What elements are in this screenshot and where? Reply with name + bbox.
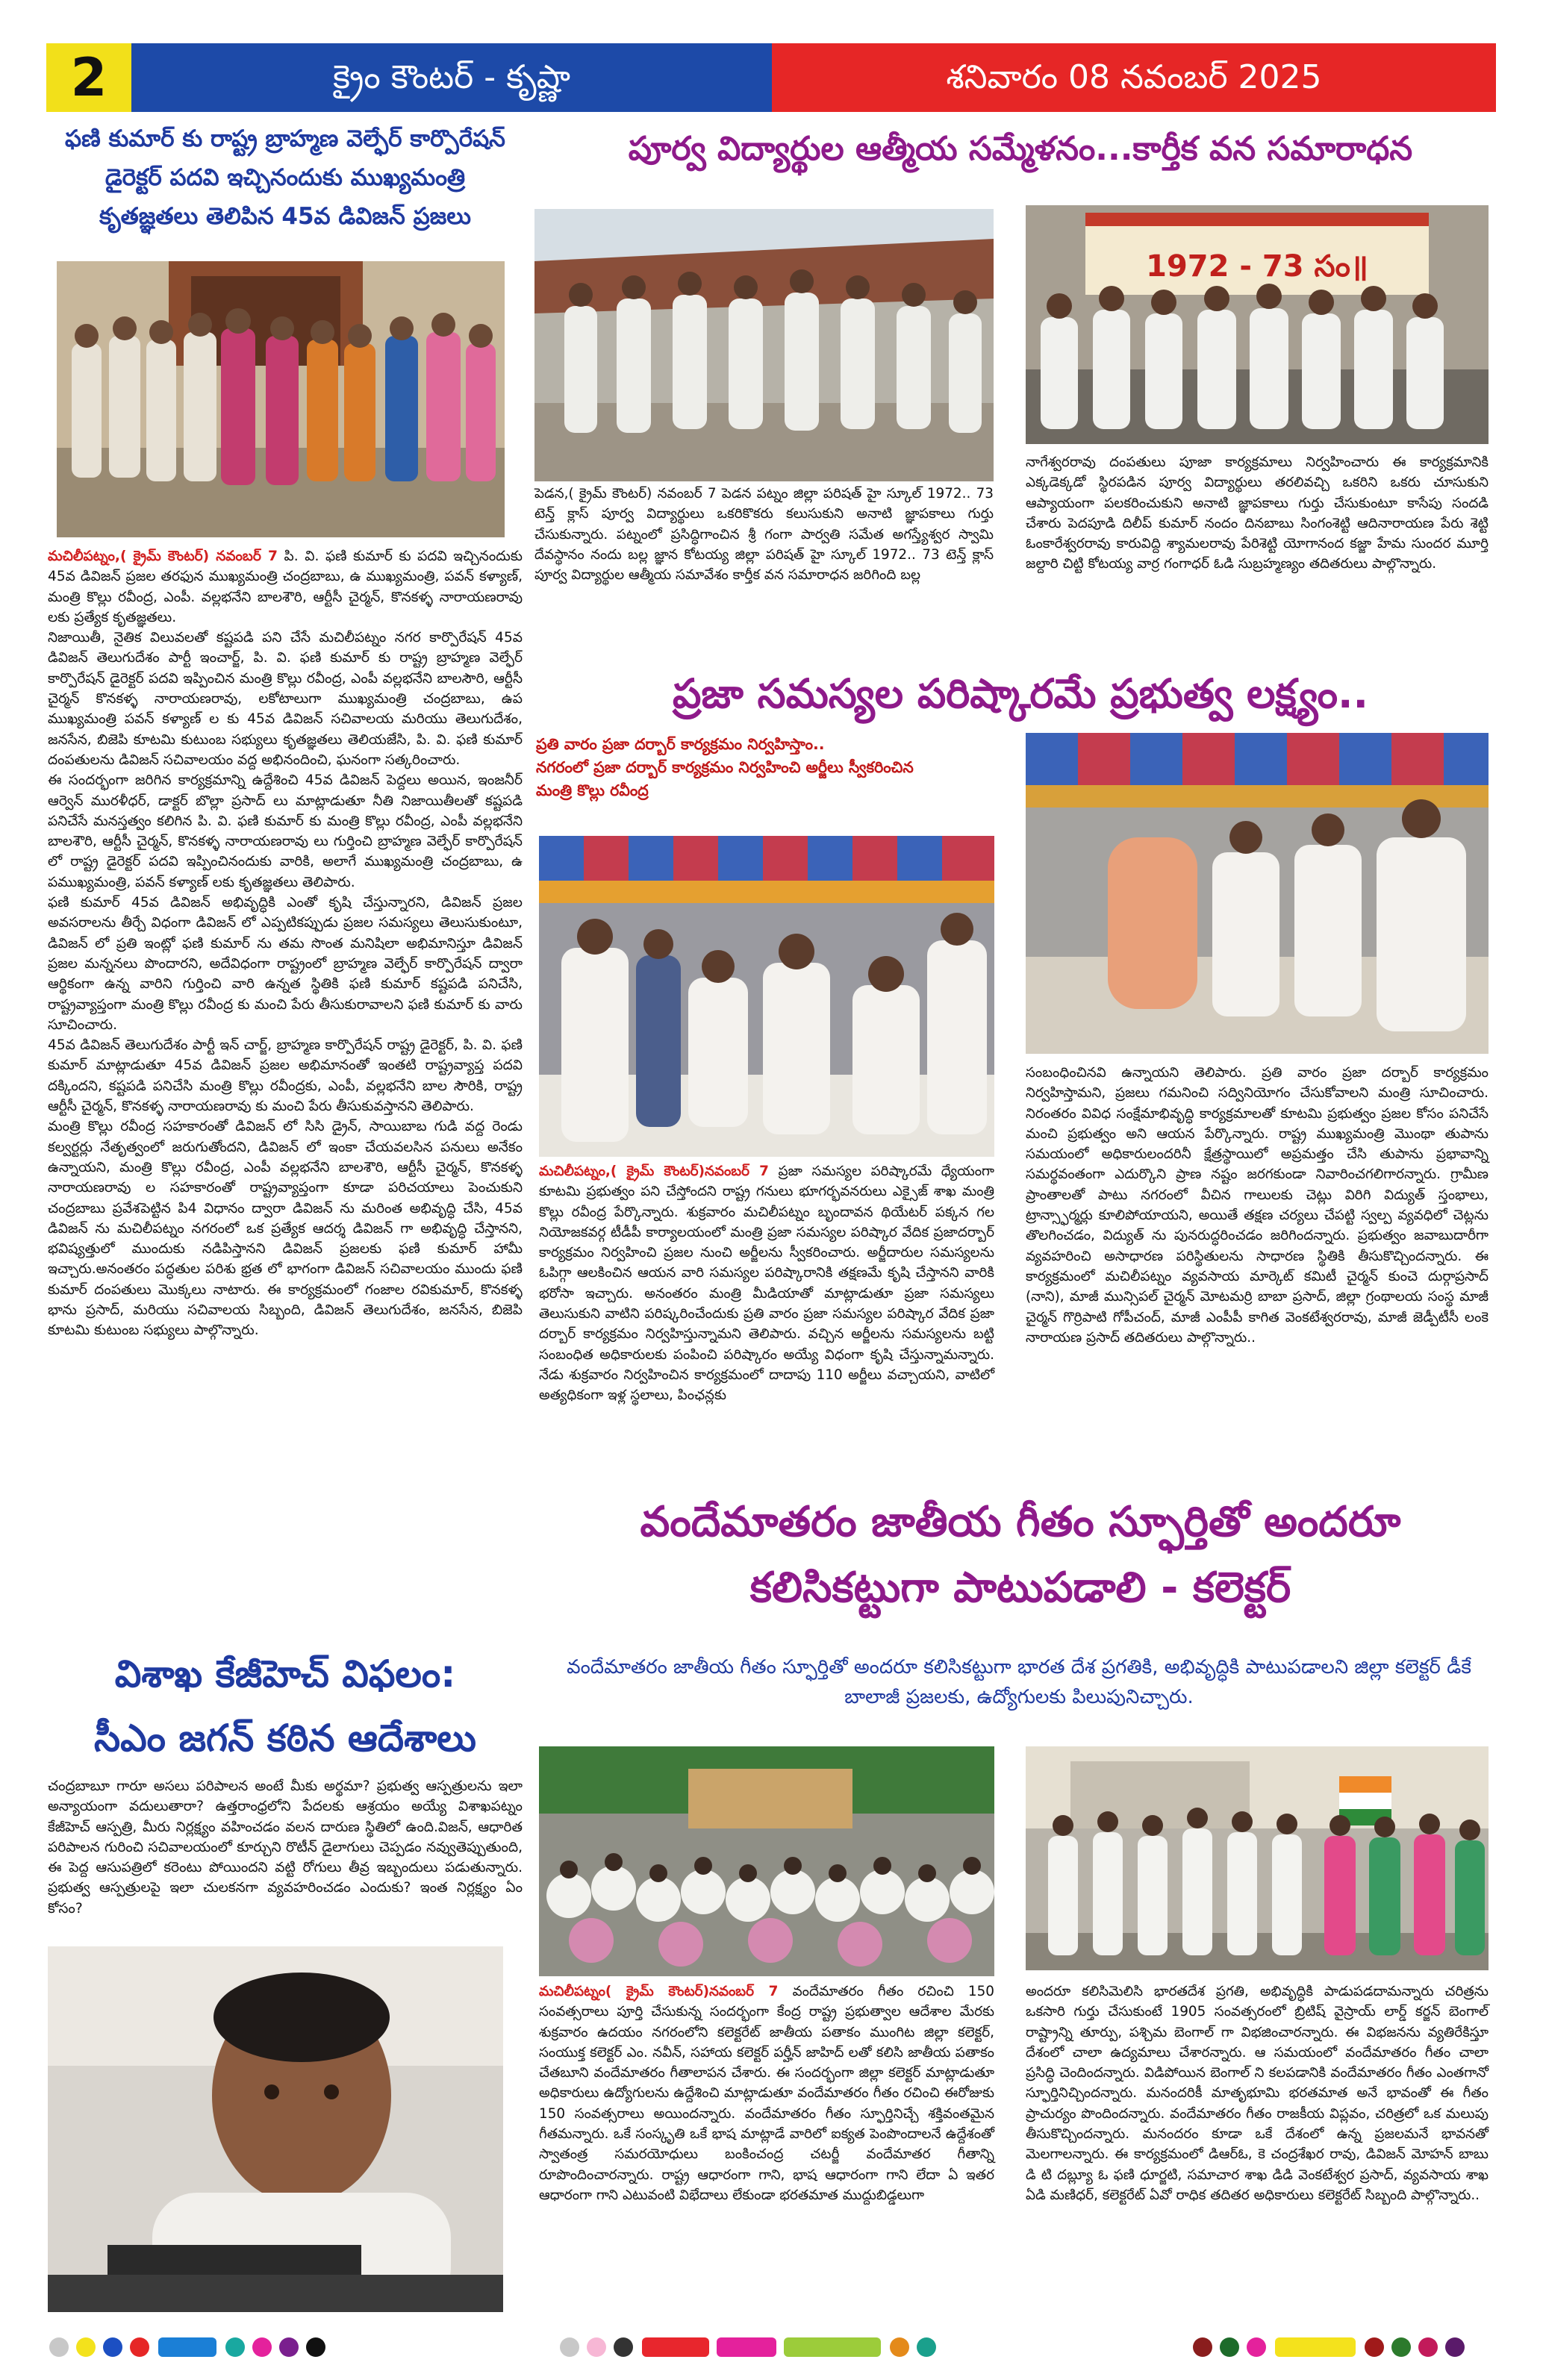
story2-photo-right	[1026, 205, 1489, 444]
footer-dot	[1193, 2337, 1212, 2357]
footer-dot	[306, 2337, 325, 2357]
footer-color-strip-right	[1193, 2337, 1491, 2357]
footer-dot	[252, 2337, 272, 2357]
story5-headline: విశాఖ కేజీహెచ్ విఫలం: సీఎం జగన్ కఠిన ఆదేశాలు	[94, 1652, 476, 1760]
footer-color-strip-left	[49, 2337, 318, 2357]
story3-body-right: సంబంధించినవి ఉన్నాయని తెలిపారు. ప్రతి వారం ప్రజా దర్బార్ కార్యక్రమం నిర్వహిస్తామని, ప్రజలు గమనించి సద్వినియోగం చేసుకోవాలని మంత్రి సూచించారు. నిరంతరం వివిధ సంక్షేమాభివృద్ధి కార్యక్రమాలతో కూటమి ప్రభుత్వం ప్రజల కోసం పనిచేసే మంచి ప్రభుత్వం అని ఆయన పేర్కొన్నారు. రాష్ట్ర ముఖ్యమంత్రి మొంథా తుపాను సమయంలో అధికారులందరినీ క్షేత్రస్థాయిలో అప్రమత్తం చేసి తుపాను ప్రభావాన్ని సమర్థవంతంగా ఎదుర్కొని ప్రాణ నష్టం జరగకుండా నివారించగలిగారన్నారు. గ్రామీణ ప్రాంతాలతో పాటు నగరంలో వీచిన గాలులకు చెట్లు విరిగి విద్యుత్ స్తంభాలు, ట్రాన్స్ఫార్మర్లు కూలిపోయాయని, అయితే తక్షణ చర్యలు చేపట్టి స్వల్ప వ్యవధిలో చెట్లను తొలగించడం, విద్యుత్ ను పునరుద్ధరించడం జరిగిందన్నారు. ప్రభుత్వం జవాబుదారీగా వ్యవహరించి అసాధారణ పరిస్థితులను సాధారణ స్థితికి తీసుకొచ్చిందన్నారు. ఈ కార్యక్రమంలో మచిలీపట్నం వ్యవసాయ మార్కెట్ కమిటీ చైర్మన్ కుంచె దుర్గాప్రసాద్ (నాని), మాజీ మున్సిపల్ చైర్మన్ మోటమర్రి బాబా ప్రసాద్, జిల్లా గ్రంథాలయ సంస్థ మాజీ చైర్మన్ గొర్రిపాటి గోపీచంద్, మాజీ ఎంపీపీ కాగిత వెంకటేశ్వరరావు, మాజీ జెడ్పీటీసీ లంకె నారాయణ ప్రసాద్ తదితరులు పాల్గొన్నారు..	[1026, 1065, 1489, 1346]
footer-color-strip-center	[560, 2337, 956, 2357]
footer-bar	[784, 2337, 881, 2357]
story4-dateline: మచిలీపట్నం( క్రైమ్ కౌంటర్)నవంబర్ 7	[539, 1984, 779, 1999]
story3-headline: ప్రజా సమస్యల పరిష్కారమే ప్రభుత్వ లక్ష్యం..	[672, 670, 1368, 717]
story2-banner-text: 1972 - 73 సం॥	[1146, 249, 1368, 284]
story3-subhead: ప్రతి వారం ప్రజా దర్బార్ కార్యక్రమం నిర్వహిస్తాం.. నగరంలో ప్రజా దర్బార్ కార్యక్రమం నిర్వహించి అర్జీలు స్వీకరించిన మంత్రి కొల్లు రవీంద్ర	[536, 735, 914, 799]
story4-body-left: మచిలీపట్నం( క్రైమ్ కౌంటర్)నవంబర్ 7 వందేమాతరం గీతం రచించి 150 సంవత్సరాలు పూర్తి చేసుకున్న సందర్భంగా కేంద్ర రాష్ట్ర ప్రభుత్వాల ఆదేశాల మేరకు శుక్రవారం ఉదయం నగరంలోని కలెక్టరేట్ జాతీయ పతాకం ముంగిట జిల్లా కలెక్టర్, సంయుక్త కలెక్టర్ ఎం. నవీన్, సహాయ కలెక్టర్ పర్హీన్ జాహిద్ లతో కలిసి జాతీయ పతాకం చేతబూని వందేమాతరం గీతాలాపన చేశారు. ఈ సందర్భంగా జిల్లా కలెక్టర్ మాట్లాడుతూ అధికారులు ఉద్యోగులను ఉద్దేశించి మాట్లాడుతూ వందేమాతరం గీతం రచించి ఈరోజుకు 150 సంవత్సరాలు అయిందన్నారు. వందేమాతరం గీతం స్ఫూర్తినిచ్చే శక్తివంతమైన గీతమన్నారు. ఒకే సంస్కృతి ఒకే భాష మాట్లాడే వారిలో ఐక్యత పెంపొందాలనే ఉద్దేశంతో స్వాతంత్ర సమరయోధులు బంకించంద్ర చటర్జీ వందేమాతర గీతాన్ని రూపొందించారన్నారు. రాష్ట్ర ఆధారంగా గాని, భాష ఆధారంగా గాని లేదా ఏ ఇతర ఆధారంగా గాని ఎటువంటి విభేదాలు లేకుండా భరతమాత ముద్దుబిడ్డలుగా	[539, 1984, 994, 2203]
footer-dot	[49, 2337, 69, 2357]
story4-photo-right	[1026, 1746, 1489, 1970]
story5-body: చంద్రబాబూ గారూ అసలు పరిపాలన అంటే మీకు అర్థమా? ప్రభుత్వ ఆస్పత్రులను ఇలా అన్యాయంగా వదులుతారా? ఉత్తరాంధ్రలోని పేదలకు ఆశ్రయం అయ్యే విశాఖపట్నం కేజీహెచ్ ఆస్పత్రి, మీరు నిర్లక్ష్యం వహించడం వలన దారుణ స్థితిలో ఉంది.విజన్, ఆధారిత పరిపాలన గురించి సచివాలయంలో కూర్చుని రొటీన్ డైలాగులు చెప్పడం నవ్వుతెప్పుతుంది, ఈ పెద్ద ఆసుపత్రిలో కరెంటు పోయిందని వట్టి రోగులు తీవ్ర ఇబ్బందులు పడుతున్నారు. ప్రభుత్వ ఆస్పత్రులపై ఇలా చులకనగా వ్యవహరించడం ఎందుకు? ఇంత నిర్లక్ష్యం ఏం కోసం?	[48, 1778, 523, 1917]
footer-bar	[642, 2337, 709, 2357]
issue-date: శనివారం 08 నవంబర్ 2025	[772, 43, 1496, 112]
footer-dot	[587, 2337, 606, 2357]
footer-bar	[158, 2337, 216, 2357]
footer-dot	[1418, 2337, 1438, 2357]
footer-dot	[279, 2337, 299, 2357]
story1-body: మచిలీపట్నం,( క్రైమ్ కౌంటర్) నవంబర్ 7 పి. వి. ఫణి కుమార్ కు పదవి ఇచ్చినందుకు 45వ డివిజన్ ప్రజల తరఫున ముఖ్యమంత్రి చంద్రబాబు, ఉ ముఖ్యమంత్రి, పవన్ కళ్యాణ్, మంత్రి కొల్లు రవీంద్ర, ఎంపీ. వల్లభనేని బాలశౌరి, ఆర్టీసీ చైర్మన్, కొనకళ్ళ నారాయణరావు లకు ప్రత్యేక కృతజ్ఞతలు. నిజాయితీ, నైతిక విలువలతో కష్టపడి పని చేసే మచిలీపట్నం నగర కార్పొరేషన్ 45వ డివిజన్ తెలుగుదేశం పార్టీ ఇంచార్జ్, పి. వి. ఫణి కుమార్ కు రాష్ట్ర బ్రాహ్మణ వెల్ఫేర్ కార్పొరేషన్ డైరెక్టర్ పదవి ఇప్పించిన మంత్రి కొల్లు రవీంద్ర, ఎంపీ వల్లభనేని బాలసౌరి, ఆర్టీసీ చైర్మన్ కొనకళ్ళ నారాయణరావు, లకోటాలుగా ముఖ్యమంత్రి చంద్రబాబు, ఉప ముఖ్యమంత్రి పవన్ కళ్యాణ్ ల కు 45వ డివిజన్ సచివాలయ మరియు తెలుగుదేశం, జనసేన, బిజెపి కూటమి కుటుంబ సభ్యులు కృతజ్ఞతలు తెలియజేసి, పి. వి. ఫణి కుమార్ దంపతులను డివిజన్ సచివాలయం వద్ద అభినందించి, ఘనంగా సత్కరించారు. ఈ సందర్భంగా జరిగిన కార్యక్రమాన్ని ఉద్దేశించి 45వ డివిజన్ పెద్దలు అయిన, ఇంజనీర్ ఆర్వెన్ మురళీధర్, డాక్టర్ బొల్లా ప్రసాద్ లు మాట్లాడుతూ నీతి నిజాయితీలతో కష్టపడి పనిచేసే మనస్తత్వం కలిగిన పి. వి. ఫణి కుమార్ కు మంత్రి కొల్లు రవీంద్ర, ఎంపీ వల్లభనేని బాలశౌరి, ఆర్టీసీ చైర్మన్, కొనకళ్ళ నారాయణరావు లు గుర్తించి బ్రాహ్మణ వెల్ఫేర్ కార్పొరేషన్ లో రాష్ట్ర డైరెక్టర్ పదవి ఇప్పించినందుకు వారికి, అలాగే ముఖ్యమంత్రి చంద్రబాబు, ఉ పముఖ్యమంత్రి, పవన్ కళ్యాణ్ లకు కృతజ్ఞతలు తెలిపారు. ఫణి కుమార్ 45వ డివిజన్ అభివృద్ధికి ఎంతో కృషి చేస్తున్నారని, డివిజన్ ప్రజల అవసరాలను తీర్చే విధంగా డివిజన్ లో ఎప్పటికప్పుడు ప్రజల సమస్యలు తెలుసుకుంటూ, డివిజన్ లో ప్రతి ఇంట్లో ఫణి కుమార్ ను తమ సొంత మనిషిలా అభిమానిస్తూ డివిజన్ ప్రజల మన్ననలు పొందారని, అదేవిధంగా రాష్ట్రంలో బ్రాహ్మణ వెల్ఫేర్ కార్పొరేషన్ ద్వారా ఆర్థికంగా ఉన్న వారిని గుర్తించి వారి ఉన్నత స్థితికి ఫణి కుమార్ కష్టపడి పనిచేసి, రాష్ట్రవ్యాప్తంగా మంత్రి కొల్లు రవీంద్ర కు మంచి పేరు తీసుకురావాలని ఫణి కుమార్ కు వారు సూచించారు. 45వ డివిజన్ తెలుగుదేశం పార్టీ ఇన్ చార్జ్, బ్రాహ్మణ కార్పొరేషన్ రాష్ట్ర డైరెక్టర్, పి. వి. ఫణి కుమార్ మాట్లాడుతూ 45వ డివిజన్ ప్రజల అభిమానంతో ఇంతటి రాష్ట్రవ్యాప్త పదవి దక్కిందని, కష్టపడి పనిచేసి మంత్రి కొల్లు రవీంద్రకు, ఎంపీ, వల్లభనేని బాల సౌరికి, రాష్ట్ర ఆర్టీసీ చైర్మన్, కొనకళ్ళ నారాయణరావు కు మంచి పేరు తీసుకువస్తానని తెలిపారు. మంత్రి కొల్లు రవీంద్ర సహకారంతో డివిజన్ లో సిసి డ్రైన్, సాయిబాబ గుడి వద్ద రెండు కల్వర్టర్లు నేతృత్వంలో జరుగుతోందని, డివిజన్ లో ఇంకా చేయవలసిన పనులు అనేకం ఉన్నాయని, మంత్రి కొల్లు రవీంద్ర, ఎంపీ వల్లభనేని బాలశౌరి, ఆర్టీసీ చైర్మన్, కొనకళ్ళ నారాయణరావు ల సహకారంతో రాష్ట్రవ్యాప్తంగా కూడా పరిచయాలు పెంచుకుని చంద్రబాబు ప్రవేశపెట్టిన పి4 విధానం ద్వారా డివిజన్ ను మరింత అభివృద్ధి చేసి, 45వ డివిజన్ ను మచిలీపట్నం నగరంలో ఒక ప్రత్యేక ఆదర్శ డివిజన్ గా అభివృద్ధి చేస్తానని, భవిష్యత్తులో ముందుకు నడిపిస్తానని డివిజన్ ప్రజలకు ఫణి కుమార్ హామీ ఇచ్చారు.అనంతరం పద్ధతుల పరిశు భ్రత లో భాగంగా డివిజన్ సచివాలయం ముందు ఫణి కుమార్ దంపతులు మొక్కలు నాటారు. ఈ కార్యక్రమంలో గంజాల రవికుమార్, కొనకళ్ళ భాను ప్రసాద్, మరియు సచివాలయ సిబ్బంది, డివిజన్ తెలుగుదేశం, జనసేన, బిజెపి కూటమి కుటుంబ సభ్యులు పాల్గొన్నారు.	[48, 549, 523, 1339]
story1-photo	[57, 261, 505, 537]
story1-dateline: మచిలీపట్నం,( క్రైమ్ కౌంటర్) నవంబర్ 7	[48, 549, 278, 564]
footer-dot	[1365, 2337, 1384, 2357]
story4-photo-left	[539, 1746, 994, 1976]
footer-bar	[1275, 2337, 1356, 2357]
story3-photo-left	[539, 836, 994, 1157]
story2-body-right: నాగేశ్వరరావు దంపతులు పూజా కార్యక్రమాలు నిర్వహించారు ఈ కార్యక్రమానికి ఎక్కడెక్కడో స్థిరపడిన పూర్వ విద్యార్థులు తరలివచ్చి ఒకరిని ఒకరు చూసుకుని ఆప్యాయంగా పలకరించుకుని అనాటి జ్ఞాపకాలు గుర్తు చేసుకుంటూ కాసేపు సందడి చేశారు పెదపూడి దిలీప్ కుమార్ నందం దినబాబు సింగంశెట్టి ఆదినారాయణ పేరు శెట్టి ఓంకారేశ్వరరావు కారువిద్ది శ్యామలరావు పేరిశెట్టి యోగానంద కజ్జా హేమ సుందర మూర్తి జల్దారి చిట్టి కోటయ్య వార్ర గంగాధర్ ఓడి సుబ్రహ్మణ్యం తదితరులు పాల్గొన్నారు.	[1026, 455, 1489, 572]
footer-bar	[717, 2337, 776, 2357]
footer-dot	[1247, 2337, 1266, 2357]
story1-headline: ఫణి కుమార్ కు రాష్ట్ర బ్రాహ్మణ వెల్ఫేర్ కార్పొరేషన్ డైరెక్టర్ పదవి ఇచ్చినందుకు ముఖ్యమంత్రి కృతజ్ఞతలు తెలిపిన 45వ డివిజన్ ప్రజలు	[65, 125, 505, 230]
footer-dot	[1220, 2337, 1239, 2357]
footer-dot	[103, 2337, 122, 2357]
story2-photo-left	[534, 209, 994, 481]
story5-photo	[48, 1946, 503, 2312]
footer-dot	[890, 2337, 909, 2357]
page-number: 2	[46, 43, 131, 112]
footer-dot	[560, 2337, 579, 2357]
footer-dot	[1391, 2337, 1411, 2357]
story2-headline: పూర్వ విద్యార్థుల ఆత్మీయ సమ్మేళనం...కార్తీక వన సమారాధన	[628, 130, 1413, 168]
section-title: క్రైం కౌంటర్ - కృష్ణా	[131, 43, 772, 112]
story3-body-left: మచిలీపట్నం,( క్రైమ్ కౌంటర్)నవంబర్ 7 ప్రజా సమస్యల పరిష్కారమే ధ్యేయంగా కూటమి ప్రభుత్వం పని చేస్తోందని రాష్ట్ర గనులు భూగర్భవనరులు ఎక్సైజ్ శాఖ మంత్రి కొల్లు రవీంద్ర పేర్కొన్నారు. శుక్రవారం మచిలీపట్నం బృందావన థియేటర్ పక్కన గల నియోజకవర్గ టీడీపీ కార్యాలయంలో మంత్రి ప్రజా సమస్యల పరిష్కార వేదిక ప్రజాదర్బార్ కార్యక్రమం నిర్వహించి ప్రజల నుంచి అర్జీలను స్వీకరించారు. అర్జీదారుల సమస్యలను ఓపిగ్గా ఆలకించిన ఆయన వారి సమస్యల పరిష్కారానికి తక్షణమే కృషి చేస్తానని వారికి భరోసా ఇచ్చారు. అనంతరం మంత్రి మీడియాతో మాట్లాడుతూ ప్రజా సమస్యలు తెలుసుకుని వాటిని పరిష్కరించేందుకు ప్రతి వారం ప్రజా సమస్యల పరిష్కార వేదిక ప్రజా దర్బార్ కార్యక్రమం నిర్వహిస్తున్నామని తెలిపారు. వచ్చిన అర్జీలను సమస్యలను బట్టి సంబంధిత అధికారులకు పంపించి పరిష్కారం అయ్యే విధంగా కృషి చేస్తున్నామన్నారు. నేడు శుక్రవారం నిర్వహించిన కార్యక్రమంలో దాదాపు 110 అర్జీలు వచ్చాయని, వాటిలో అత్యధికంగా ఇళ్ల స్థలాలు, పింఛన్లకు	[539, 1164, 994, 1404]
story4-headline: వందేమాతరం జాతీయ గీతం స్ఫూర్తితో అందరూ కలిసికట్టుగా పాటుపడాలి - కలెక్టర్	[640, 1498, 1401, 1612]
story2-body-left: పెడన,( క్రైమ్ కౌంటర్) నవంబర్ 7 పెడన పట్నం జిల్లా పరిషత్ హై స్కూల్ 1972.. 73 టెన్త్ క్లాస్ పూర్వ విద్యార్థులు ఒకరికొకరు కలుసుకుని అనాటి జ్ఞాపకాలు గుర్తు చేసుకున్నారు. పట్నంలో ప్రసిద్ధిగాంచిన శ్రీ గంగా పార్వతి సమేత అగస్త్యేశ్వర స్వామి దేవస్థానం నందు బల్ల జ్ఞాన కోటయ్య జిల్లా పరిషత్ హై స్కూల్ 1972.. 73 టెన్త్ క్లాస్ పూర్వ విద్యార్థుల ఆత్మీయ సమావేశం కార్తీక వన సమారాధన జరిగింది బల్ల	[534, 486, 994, 584]
story3-photo-right	[1026, 733, 1489, 1054]
footer-dot	[917, 2337, 936, 2357]
footer-dot	[225, 2337, 245, 2357]
footer-dot	[614, 2337, 633, 2357]
story4-body-right: అందరూ కలిసిమెలిసి భారతదేశ ప్రగతి, అభివృద్ధికి పాడుపడదామన్నారు చరిత్రను ఒకసారి గుర్తు చేసుకుంటే 1905 సంవత్సరంలో బ్రిటిష్ వైస్రాయ్ లార్డ్ కర్జన్ బెంగాల్ రాష్ట్రాన్ని తూర్పు, పశ్చిమ బెంగాల్ గా విభజించారన్నారు. ఈ విభజనను వ్యతిరేకిస్తూ దేశంలో చాలా ఉద్యమాలు చేశారన్నారు. ఆ సమయంలో వందేమాతరం గీతం చాలా ప్రసిద్ధి చెందిందన్నారు. విడిపోయిన బెంగాల్ ని కలపడానికి వందేమాతరం గీతం ఎంతగానో స్ఫూర్తినిచ్చిందన్నారు. మనందరికీ మాతృభూమి భరతమాత అనే భావంతో ఈ గీతం ప్రాచుర్యం పొందిందన్నారు. వందేమాతరం గీతం రాజకీయ విప్లవం, చరిత్రలో ఒక మలుపు తీసుకొచ్చిందన్నారు. మనందరం కూడా ఒకే దేశంలో ఉన్న ప్రజలమనే భావనతో మెలగాలన్నారు. ఈ కార్యక్రమంలో డిఆర్ఓ, కె చంద్రశేఖర రావు, డివిజన్ మోహన్ బాబు డి టి దబ్ల్యూ ఓ ఫణి ధూర్జటి, సమాచార శాఖ డిడి వెంకటేశ్వర ప్రసాద్, వ్యవసాయ శాఖ ఏడి మణిధర్, కలెక్టరేట్ ఏవో రాధిక తదితర అధికారులు కలెక్టరేట్ సిబ్బంది పాల్గొన్నారు..	[1026, 1984, 1489, 2203]
masthead	[46, 43, 1496, 112]
footer-dot	[130, 2337, 149, 2357]
story3-dateline: మచిలీపట్నం,( క్రైమ్ కౌంటర్)నవంబర్ 7	[539, 1164, 769, 1179]
footer-dot	[1445, 2337, 1465, 2357]
footer-dot	[76, 2337, 96, 2357]
story4-deck: వందేమాతరం జాతీయ గీతం స్ఫూర్తితో అందరూ కలిసికట్టుగా భారత దేశ ప్రగతికి, అభివృద్ధికి పాటుపడాలని జిల్లా కలెక్టర్ డీకే బాలాజీ ప్రజలకు, ఉద్యోగులకు పిలుపునిచ్చారు.	[567, 1656, 1471, 1708]
